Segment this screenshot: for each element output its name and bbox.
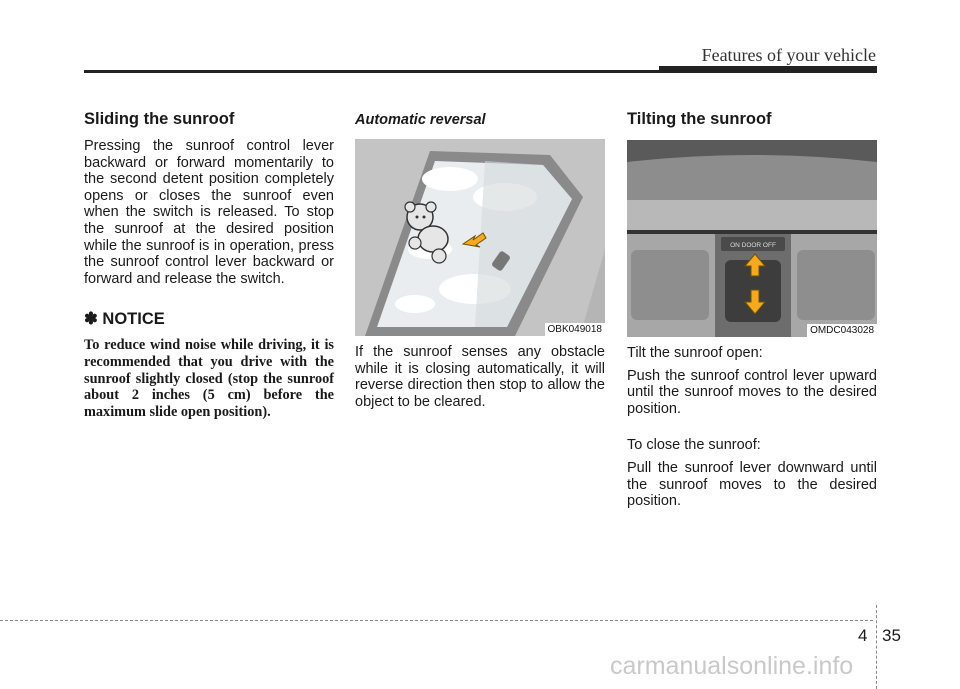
footer-divider [876,605,877,689]
notice-text: To reduce wind noise while driving, it is recommended that you drive with the sunroof slightly closed (stop the sunroof about 2 inches (5 cm) before the maximum slide open position). [84,337,334,420]
figure-sunroof-control [627,140,877,337]
heading-sliding-sunroof: Sliding the sunroof [84,110,235,128]
heading-tilting-sunroof: Tilting the sunroof [627,110,772,128]
footer-rule [0,620,873,621]
tilt-open-body: Push the sunroof control lever upward until the sunroof moves to the desired position. [627,367,877,417]
notice-heading: ✽ NOTICE [84,310,165,329]
tilt-close-title: To close the sunroof: [627,437,761,454]
header-rule-thick [659,66,877,73]
sunroof-obstacle-illustration [355,139,605,336]
figure-code: OMDC043028 [807,324,877,337]
sliding-body: Pressing the sunroof control lever backward or forward momentarily to the second detent position completely opens or closes the sunroof even when the switch is released. To stop the sunroof at the desired position while the sunroof is in operation, press the sunroof control lever backward or forward and release the switch. [84,138,334,287]
page-number: 35 [882,626,901,645]
figure-sunroof-obstacle [355,139,605,336]
column-sliding [84,110,334,420]
watermark: carmanualsonline.info [610,652,854,680]
column-reversal [355,110,605,410]
sunroof-control-illustration [627,140,877,337]
section-title: Features of your vehicle [701,45,876,65]
figure-code: OBK049018 [545,323,606,336]
column-tilting [627,110,877,510]
chapter-number: 4 [858,626,868,645]
heading-automatic-reversal: Automatic reversal [355,112,486,128]
header-rule [84,70,659,73]
tilt-open-title: Tilt the sunroof open: [627,345,763,361]
tilt-close-body: Pull the sunroof lever downward until the sunroof moves to the desired position. [627,459,877,510]
reversal-body: If the sunroof senses any obstacle while it is closing automatically, it will reverse direction then stop to allow the object to be cleared. [355,344,605,410]
switch-label: ON DOOR OFF [730,242,776,249]
